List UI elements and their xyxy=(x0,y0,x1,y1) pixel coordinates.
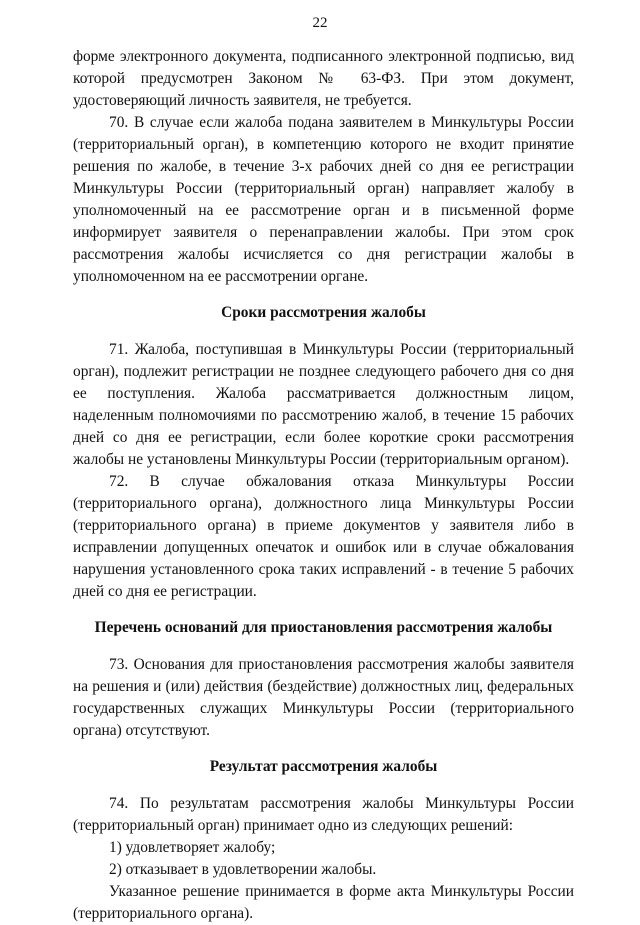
paragraph-71: 71. Жалоба, поступившая в Минкультуры России (территориальный орган), подлежит регистрации не позднее следующего рабочего дня со дня ее поступления. Жалоба рассматривается должностным лицом, наделенным полномочиями по рассмотрению жалоб, в течение 15 рабочих дней со дня ее регистрации, если более короткие сроки рассмотрения жалобы не установлены Минкультуры России (территориальным органом). xyxy=(73,341,574,468)
paragraph-74-item-1: 1) удовлетворяет жалобу; xyxy=(109,839,276,856)
document-body xyxy=(73,46,574,925)
paragraph-73: 73. Основания для приостановления рассмотрения жалобы заявителя на решения и (или) действия (бездействие) должностных лиц, федеральных государственных служащих Минкультуры России (территориального органа) отсутствуют. xyxy=(73,656,574,739)
paragraph-74-item-2: 2) отказывает в удовлетворении жалобы. xyxy=(109,861,377,878)
section-heading-result: Результат рассмотрения жалобы xyxy=(209,758,438,775)
page-number: 22 xyxy=(312,15,328,31)
section-heading-suspension: Перечень оснований для приостановления рассмотрения жалобы xyxy=(94,619,553,636)
paragraph-69-continuation: форме электронного документа, подписанного электронной подписью, вид которой предусмотрен Законом № 63-ФЗ. При этом документ, удостоверяющий личность заявителя, не требуется. xyxy=(73,48,574,109)
paragraph-72: 72. В случае обжалования отказа Минкультуры России (территориального органа), должностного лица Минкультуры России (территориального органа) в приеме документов у заявителя либо в исправлении допущенных опечаток и ошибок или в случае обжалования нарушения установленного срока таких исправлений - в течение 5 рабочих дней со дня ее регистрации. xyxy=(73,473,574,600)
section-heading-terms: Сроки рассмотрения жалобы xyxy=(221,304,426,321)
paragraph-70: 70. В случае если жалоба подана заявителем в Минкультуры России (территориальный орган), в компетенцию которого не входит принятие решения по жалобе, в течение 3-х рабочих дней со дня ее регистрации Минкультуры России (территориальный орган) направляет жалобу в уполномоченный на ее рассмотрение орган и в письменной форме информирует заявителя о перенаправлении жалобы. При этом срок рассмотрения жалобы исчисляется со дня регистрации жалобы в уполномоченном на ее рассмотрении органе. xyxy=(73,114,574,285)
paragraph-74-final: Указанное решение принимается в форме акта Минкультуры России (территориального органа). xyxy=(73,883,574,922)
paragraph-74: 74. По результатам рассмотрения жалобы Минкультуры России (территориальный орган) принимает одно из следующих решений: xyxy=(73,795,574,834)
